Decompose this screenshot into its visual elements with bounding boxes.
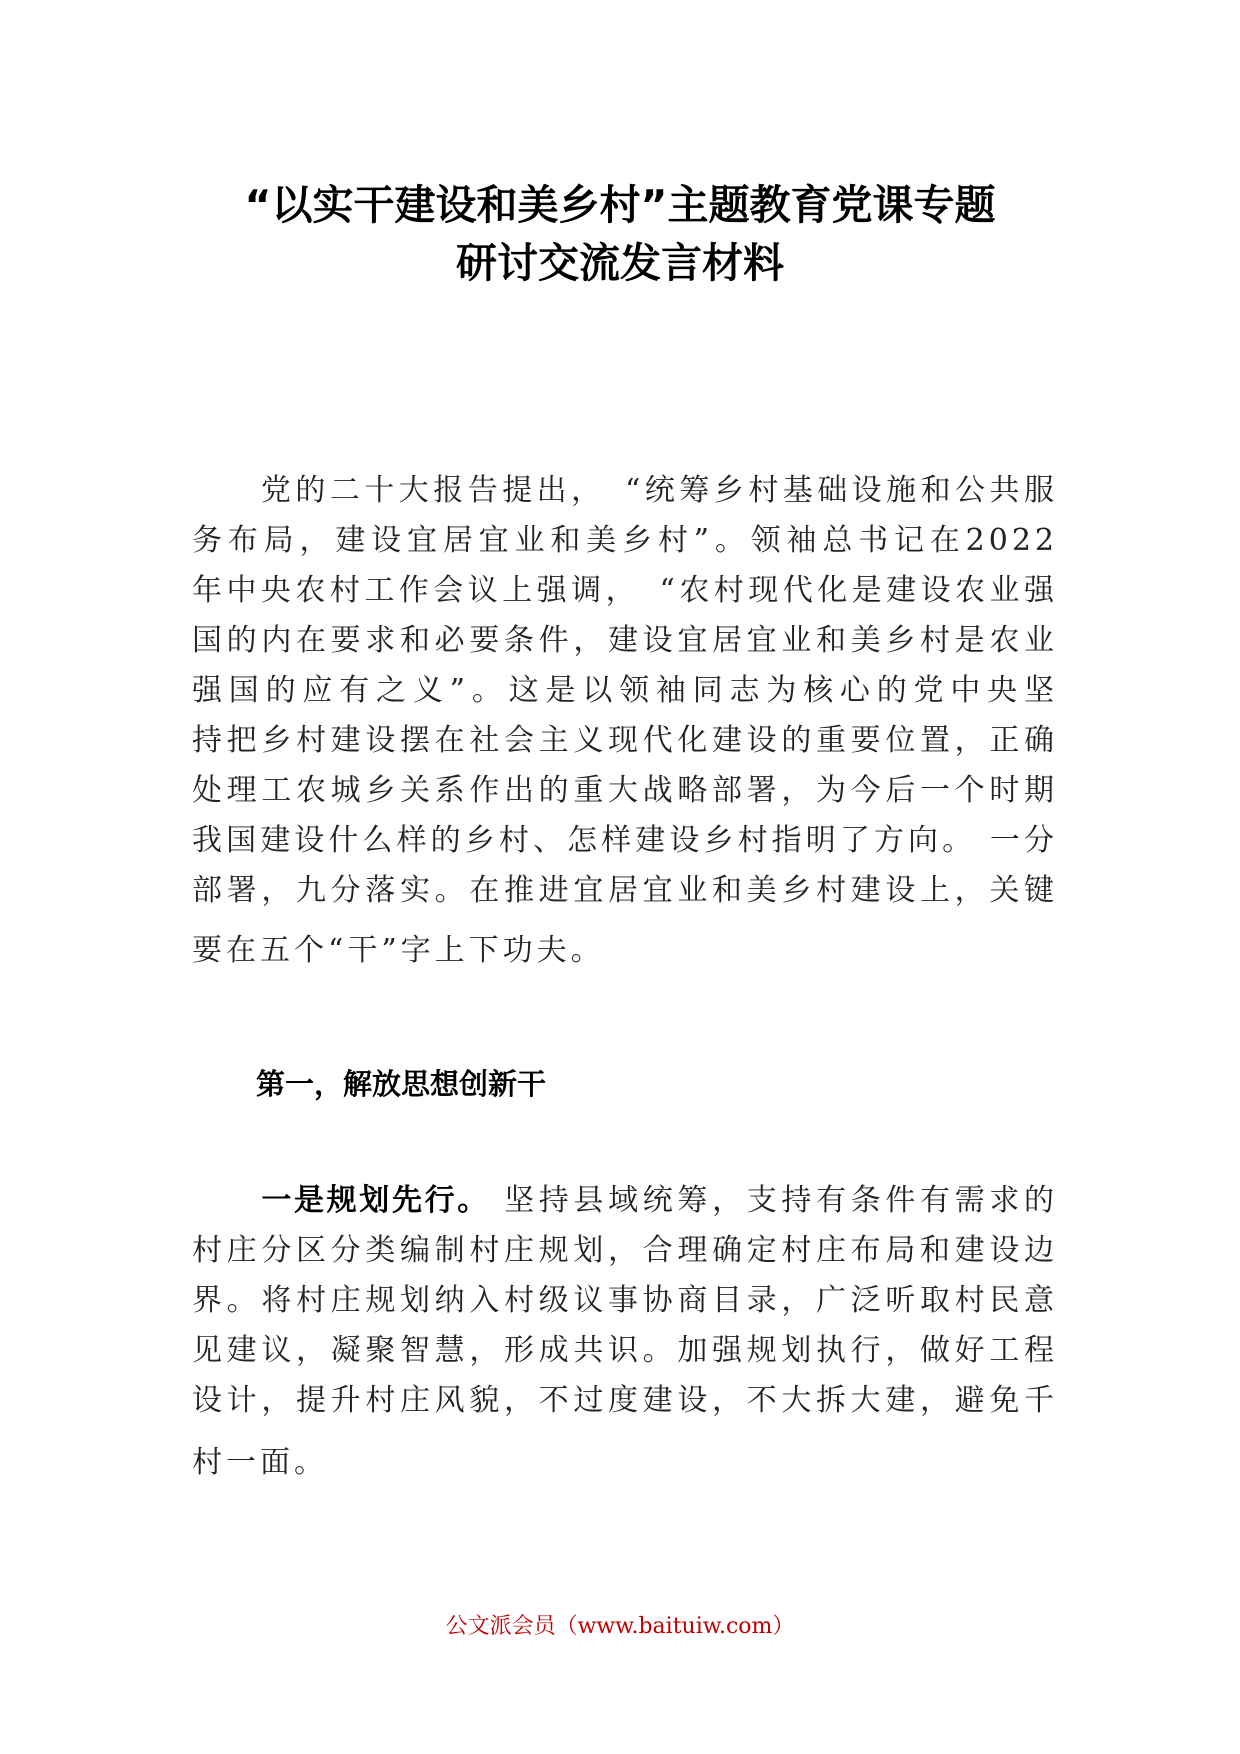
intro-line: 持把乡村建设摆在社会主义现代化建设的重要位置，正确 xyxy=(192,723,1058,758)
point-line: 界。将村庄规划纳入村级议事协商目录，广泛听取村民意 xyxy=(192,1283,1058,1318)
intro-line: 部署，九分落实。在推进宜居宜业和美乡村建设上，关键 xyxy=(192,873,1058,908)
intro-line: 我国建设什么样的乡村、怎样建设乡村指明了方向。 一分 xyxy=(192,823,1058,858)
intro-paragraph xyxy=(192,466,1058,976)
point-line: 村一面。 xyxy=(192,1445,328,1480)
intro-line: 处理工农城乡关系作出的重大战略部署，为今后一个时期 xyxy=(192,773,1058,808)
document-title-line-1: “以实干建设和美乡村”主题教育党课专题 xyxy=(244,181,996,229)
section-heading: 第一，解放思想创新干 xyxy=(256,1067,547,1101)
intro-line: 强国的应有之义”。这是以领袖同志为核心的党中央坚 xyxy=(192,673,1058,708)
point-line: 设计，提升村庄风貌，不过度建设，不大拆大建，避免千 xyxy=(192,1383,1058,1418)
point-paragraph xyxy=(192,1176,1058,1488)
intro-line: 务布局，建设宜居宜业和美乡村”。领袖总书记在2022 xyxy=(192,523,1058,558)
intro-line: 党的二十大报告提出， “统筹乡村基础设施和公共服 xyxy=(192,473,1058,508)
intro-line: 国的内在要求和必要条件，建设宜居宜业和美乡村是农业 xyxy=(192,623,1058,658)
point-line: 村庄分区分类编制村庄规划，合理确定村庄布局和建设边 xyxy=(192,1233,1058,1268)
point-first-line-text: 坚持县域统筹，支持有条件有需求的 xyxy=(504,1183,1059,1218)
intro-line: 要在五个“干”字上下功夫。 xyxy=(192,933,605,968)
document-title-line-2: 研讨交流发言材料 xyxy=(456,239,784,287)
intro-line: 年中央农村工作会议上强调， “农村现代化是建设农业强 xyxy=(192,573,1058,608)
point-first-line xyxy=(192,1176,1058,1226)
point-line: 见建议，凝聚智慧，形成共识。加强规划执行，做好工程 xyxy=(192,1333,1058,1368)
point-lead: 一是规划先行。 xyxy=(261,1183,490,1218)
footer-watermark: 公文派会员（www.baituiw.com） xyxy=(445,1614,795,1639)
